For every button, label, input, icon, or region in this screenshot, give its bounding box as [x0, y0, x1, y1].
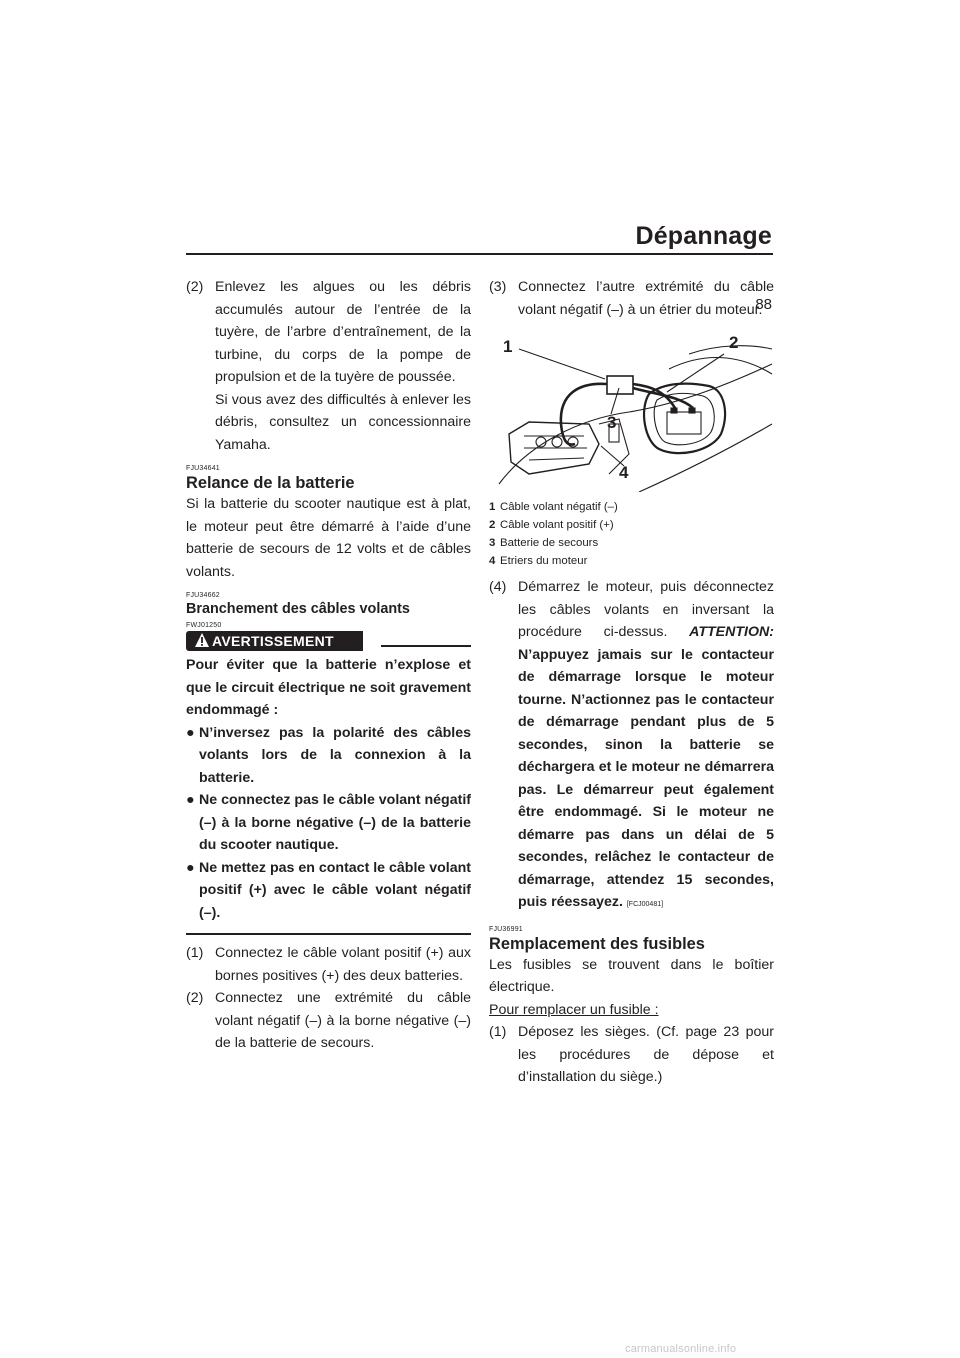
section-code: FJU34641: [186, 465, 220, 472]
figure-legend: [489, 498, 774, 570]
page-title: Dépannage: [635, 222, 772, 250]
bullet-dot-icon: ●: [186, 792, 195, 808]
step-number: (1): [186, 945, 204, 961]
left-column: [186, 276, 471, 1055]
subsection-code: FJU34662: [186, 592, 220, 599]
bullet-text: Ne mettez pas en contact le câble volant positif (+) avec le câble volant négatif (–).: [199, 859, 472, 921]
step-2-cleaning: [186, 276, 471, 456]
legend-text: Etriers du moteur: [500, 555, 588, 567]
legend-text: Câble volant négatif (–): [500, 501, 618, 513]
step-4-start-engine: [489, 576, 774, 917]
watermark: carmanualsonline.info: [625, 1343, 737, 1355]
warning-end-rule: [186, 933, 471, 935]
legend-item: [489, 534, 774, 552]
attention-label: ATTENTION:: [689, 624, 774, 640]
step-text-2: Si vous avez des difficultés à enlever les débris, consultez un concessionnaire Yamaha.: [215, 391, 471, 453]
engine-compartment-drawing: [489, 324, 774, 492]
step-number: (2): [186, 990, 204, 1006]
bullet-text: Ne connectez pas le câble volant négatif (–) à la borne négative (–) de la batterie du scooter nautique.: [199, 792, 472, 853]
callout-4: 4: [619, 463, 629, 482]
step-text: [518, 576, 774, 917]
legend-number: 4: [489, 555, 496, 567]
step-2-connect-negative: [186, 987, 471, 1055]
subsection-title: Branchement des câbles volants: [186, 601, 410, 617]
step-text: Déposez les sièges. (Cf. page 23 pour les procédures de dépose et d’installation du siège.): [518, 1024, 774, 1085]
step-text: Connectez le câble volant positif (+) aux bornes positives (+) des deux batteries.: [215, 945, 471, 984]
step-text-main: Démarrez le moteur, puis déconnectez les câbles volants en inversant la procédure ci-dessus.: [518, 579, 774, 640]
bullet-dot-icon: ●: [186, 724, 195, 741]
page-number: 88: [755, 296, 772, 313]
step-3-connect-engine: [489, 276, 774, 321]
callout-2: 2: [729, 333, 739, 352]
warning-bullet: [186, 857, 471, 925]
bullet-dot-icon: ●: [186, 859, 195, 876]
callout-3: 3: [607, 413, 617, 432]
step-number: (3): [489, 279, 507, 295]
legend-number: 1: [489, 501, 496, 513]
attention-code: [FCJ00481]: [626, 901, 664, 908]
warning-rule: [381, 645, 471, 647]
fuse-step-1: [489, 1021, 774, 1089]
fuse-intro: Les fusibles se trouvent dans le boîtier électrique.: [489, 956, 774, 995]
legend-item: [489, 498, 774, 516]
section-title: Relance de la batterie: [186, 474, 355, 492]
warning-label: AVERTISSEMENT: [212, 633, 334, 649]
bullet-text: N’inversez pas la polarité des câbles volants lors de la connexion à la batterie.: [199, 724, 471, 786]
warning-bullet: [186, 722, 471, 790]
warning-badge: [186, 631, 363, 651]
section-intro: Si la batterie du scooter nautique est à plat, le moteur peut être démarré à l’aide d’une batterie de secours de 12 volts et de câbles volants.: [186, 496, 471, 580]
legend-item: [489, 552, 774, 570]
jump-start-illustration: [489, 324, 774, 492]
callout-1: 1: [503, 337, 513, 356]
right-column: [489, 276, 774, 1089]
legend-number: 3: [489, 537, 496, 549]
warning-header: [186, 631, 471, 651]
warning-code: FWJ01250: [186, 622, 222, 629]
attention-text: N’appuyez jamais sur le contacteur de démarrage lorsque le moteur tourne. N’actionnez pas le contacteur de démarrage pendant plus de 5 secondes, sinon la batterie se déchargera et le moteur ne démarrera pas. Le démarreur peut également être endommagé. Si le moteur ne démarre pas dans un délai de 5 secondes, relâchez le contacteur de démarrage, attendez 15 secondes, puis réessayez.: [518, 646, 774, 910]
step-1-connect-positive: [186, 942, 471, 987]
step-text: Enlevez les algues ou les débris accumulés autour de l’entrée de la tuyère, de l’arbre d’entraînement, de la turbine, du corps de la pompe de propulsion et de la tuyère de poussée.: [215, 279, 471, 385]
step-text: Connectez une extrémité du câble volant négatif (–) à la borne négative (–) de la batterie de secours.: [215, 990, 471, 1051]
fuse-subheading: Pour remplacer un fusible :: [489, 1001, 659, 1018]
warning-body: [186, 651, 471, 924]
header-rule: [186, 253, 773, 255]
fuse-section-code: FJU36991: [489, 925, 523, 933]
fuse-section-title: Remplacement des fusibles: [489, 934, 705, 953]
step-number: (1): [489, 1024, 507, 1040]
warning-bullet: [186, 789, 471, 857]
warning-intro: Pour éviter que la batterie n’explose et que le circuit électrique ne soit gravement endommagé :: [186, 657, 471, 718]
step-number: (4): [489, 579, 507, 595]
legend-item: [489, 516, 774, 534]
warning-triangle-icon: [194, 632, 210, 649]
legend-text: Batterie de secours: [500, 537, 599, 549]
legend-text: Câble volant positif (+): [500, 519, 614, 531]
step-text: Connectez l’autre extrémité du câble volant négatif (–) à un étrier du moteur.: [518, 279, 774, 318]
step-number: (2): [186, 279, 204, 295]
legend-number: 2: [489, 519, 496, 531]
